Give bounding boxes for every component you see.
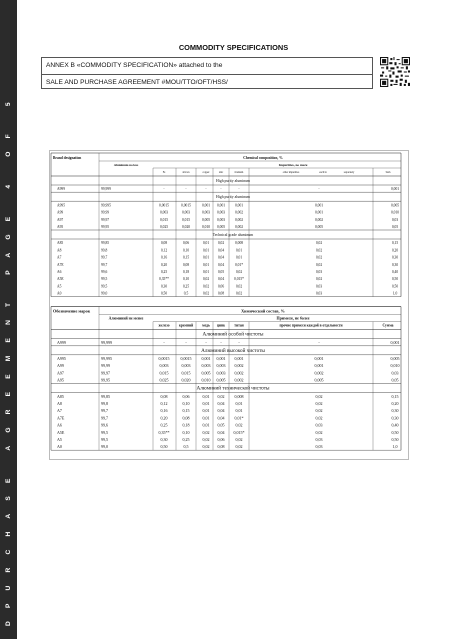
- value-cell: 99,0: [101, 444, 108, 450]
- value-cell: 0,04: [217, 255, 225, 260]
- value-cell: 0,03: [315, 422, 323, 428]
- header-col-2: медь: [202, 323, 210, 328]
- value-cell: 99,6: [101, 422, 108, 428]
- value-cell: 0,35**: [158, 429, 170, 435]
- value-cell: 0,02: [217, 241, 225, 246]
- value-cell: 0,001: [234, 203, 244, 208]
- header-col-7: separately: [343, 171, 355, 174]
- value-cell: 0,02: [235, 291, 243, 296]
- value-cell: 0,003: [216, 210, 226, 215]
- value-cell: 0,50: [391, 277, 399, 282]
- value-cell: 0,30: [160, 284, 168, 289]
- value-cell: 0,003: [201, 210, 211, 215]
- value-cell: 0,01: [235, 248, 243, 253]
- value-cell: 0,10: [182, 277, 190, 282]
- header-aluminum-min: Aluminum no less: [113, 163, 139, 167]
- value-cell: 0,20: [160, 415, 168, 421]
- value-cell: 0,003: [159, 363, 169, 369]
- value-cell: 0,30: [391, 262, 399, 267]
- value-cell: 99,999: [101, 187, 111, 192]
- value-cell: 0,010: [390, 210, 400, 215]
- value-cell: 0,02: [315, 277, 323, 282]
- header-col-4: титан: [234, 323, 244, 328]
- value-cell: 0,015: [159, 217, 169, 222]
- header-col-3: цинк: [216, 323, 226, 328]
- page-title: COMMODITY SPECIFICATIONS: [178, 43, 289, 52]
- value-cell: -: [238, 339, 240, 345]
- value-cell: 0,0015: [159, 203, 169, 208]
- qr-code-icon: [380, 57, 410, 87]
- value-cell: 0,01: [202, 270, 210, 274]
- value-cell: 0,005: [390, 203, 400, 208]
- value-cell: 0,001: [390, 339, 400, 345]
- value-cell: -: [318, 339, 320, 345]
- value-cell: 0,0015: [181, 203, 191, 208]
- value-cell: 0,03: [315, 444, 323, 450]
- header-col-3: zinc: [218, 171, 224, 174]
- value-cell: 0,02: [315, 401, 323, 406]
- value-cell: 0,30: [391, 415, 399, 421]
- value-cell: 0,01: [202, 255, 210, 260]
- value-cell: 0,015*: [233, 429, 245, 435]
- value-cell: 0,003: [201, 363, 211, 369]
- value-cell: 0,03: [391, 217, 399, 222]
- value-cell: 0,04: [217, 429, 225, 435]
- value-cell: 1,0: [392, 291, 398, 296]
- value-cell: 0,40: [391, 422, 399, 428]
- value-cell: 0,02: [315, 248, 323, 253]
- value-cell: 0,015*: [234, 277, 244, 282]
- value-cell: 0,04: [217, 408, 225, 414]
- value-cell: 0,02: [202, 284, 210, 289]
- value-cell: 0,25: [160, 422, 168, 428]
- value-cell: 0,002: [234, 210, 244, 215]
- section-title: High purity aluminum: [216, 195, 250, 200]
- grade-cell: A5: [57, 284, 62, 289]
- sidebar-vertical-text: DPURCHASE AGREEMENT PAGE 4 OF 5: [5, 89, 12, 626]
- value-cell: 99,8: [101, 401, 108, 406]
- value-cell: 0,005: [314, 377, 324, 383]
- value-cell: 0,02: [315, 241, 323, 246]
- grade-cell: A95: [57, 377, 64, 383]
- value-cell: 0,001: [314, 363, 324, 369]
- value-cell: 0,04: [217, 262, 225, 267]
- grade-cell: A7: [57, 255, 62, 260]
- value-cell: 0,002: [234, 370, 244, 376]
- value-cell: 0,25: [182, 437, 190, 442]
- value-cell: 99,0: [101, 291, 108, 296]
- value-cell: 0,005: [314, 225, 324, 229]
- value-cell: 0,002: [234, 217, 244, 222]
- value-cell: 0,005: [216, 225, 226, 229]
- value-cell: 0,50: [391, 284, 399, 289]
- value-cell: 0,001: [314, 356, 324, 361]
- value-cell: 0,002: [234, 377, 244, 383]
- value-cell: 0,02: [315, 255, 323, 260]
- value-cell: 0,001: [201, 356, 211, 361]
- value-cell: 0,005: [201, 217, 211, 222]
- value-cell: 0,001: [201, 203, 211, 208]
- value-cell: 0,15: [391, 241, 399, 246]
- value-cell: 0,01: [235, 255, 243, 260]
- value-cell: 0,0015: [180, 356, 192, 361]
- value-cell: 0,01: [202, 262, 210, 267]
- value-cell: 0,02: [235, 270, 243, 274]
- value-cell: 0,02: [202, 444, 210, 450]
- header-chemical: Chemical composition, %: [243, 156, 283, 160]
- value-cell: 0,03: [315, 291, 323, 296]
- value-cell: 0,25: [160, 270, 168, 274]
- value-cell: 0,15: [182, 408, 190, 414]
- grade-cell: A97: [57, 217, 64, 222]
- value-cell: 99,95: [101, 225, 110, 229]
- grade-cell: A7E: [57, 415, 65, 421]
- header-col-6: Сумма: [382, 323, 394, 328]
- header-col-0: железо: [158, 323, 170, 328]
- value-cell: 0,02: [315, 393, 323, 399]
- specification-tables: [43, 147, 413, 527]
- value-cell: 0,015: [159, 370, 169, 376]
- value-cell: 0,003: [181, 210, 191, 215]
- value-cell: 0,003: [159, 210, 169, 215]
- value-cell: 0,30: [391, 255, 399, 260]
- value-cell: 0,10: [182, 401, 190, 406]
- value-cell: 0,01: [235, 401, 243, 406]
- value-cell: 0,01: [202, 408, 210, 414]
- annex-line-2: SALE AND PURCHASE AGREEMENT #MOU/TTO/OFT/HSS/: [42, 74, 372, 91]
- value-cell: 0,010: [201, 225, 211, 229]
- value-cell: 0,02: [315, 262, 323, 267]
- value-cell: 0,5: [183, 291, 189, 296]
- grade-cell: A999: [57, 339, 66, 345]
- value-cell: 0,15: [391, 393, 399, 399]
- value-cell: 0,25: [182, 284, 190, 289]
- grade-cell: A0: [57, 444, 62, 450]
- value-cell: 0,16: [160, 255, 168, 260]
- value-cell: -: [163, 339, 165, 345]
- value-cell: 0,02: [202, 277, 210, 282]
- grade-cell: A85: [57, 241, 64, 246]
- value-cell: 0,03: [315, 270, 323, 274]
- value-cell: 0,001: [314, 203, 324, 208]
- grade-cell: A5E: [57, 429, 65, 435]
- value-cell: 99,5: [101, 437, 108, 442]
- value-cell: 0,003: [216, 217, 226, 222]
- value-cell: 0,01: [202, 241, 210, 246]
- value-cell: 0,08: [182, 415, 190, 421]
- value-cell: 99,995: [101, 203, 111, 208]
- value-cell: -: [205, 339, 207, 345]
- value-cell: 0,01: [202, 248, 210, 253]
- value-cell: 99,5: [101, 284, 108, 289]
- value-cell: 0,020: [181, 377, 191, 383]
- value-cell: 0,50: [391, 429, 399, 435]
- value-cell: 0,50: [160, 291, 168, 296]
- header-col-2: copper: [202, 171, 210, 174]
- grade-cell: A97: [57, 370, 64, 376]
- spec-table-ru: [51, 307, 401, 451]
- grade-cell: A99: [57, 210, 64, 215]
- value-cell: 99,99: [101, 363, 110, 369]
- value-cell: 0,01: [202, 393, 210, 399]
- grade-cell: A7E: [57, 262, 64, 267]
- value-cell: 99,7: [101, 255, 108, 260]
- value-cell: 0,02: [235, 284, 243, 289]
- value-cell: 0,05: [391, 377, 399, 383]
- value-cell: 0,05: [217, 270, 225, 274]
- value-cell: 99,6: [101, 270, 108, 274]
- value-cell: 0,06: [182, 393, 190, 399]
- header-col-5: прочие примеси каждой в отдельности: [279, 323, 343, 328]
- value-cell: 0,02: [202, 437, 210, 442]
- value-cell: 99,97: [101, 370, 110, 376]
- value-cell: 99,5: [101, 277, 108, 282]
- value-cell: -: [238, 187, 240, 192]
- section-title: Алюминий высокой чистоты: [201, 347, 265, 354]
- value-cell: 0,08: [217, 291, 225, 296]
- value-cell: 0,50: [160, 444, 168, 450]
- value-cell: 0,001: [216, 356, 226, 361]
- grade-cell: A95: [57, 225, 64, 229]
- value-cell: 99,8: [101, 248, 108, 253]
- header-brand: Обозначение марок: [53, 308, 91, 314]
- value-cell: 0,12: [160, 401, 168, 406]
- section-title: Алюминий технической чистоты: [196, 385, 270, 392]
- header-impurities: Impurities, no more: [278, 163, 308, 167]
- value-cell: 0,003: [216, 363, 226, 369]
- value-cell: 0,5: [183, 444, 189, 450]
- value-cell: 99,995: [101, 356, 112, 361]
- value-cell: 0,001: [234, 356, 244, 361]
- value-cell: 0,05: [391, 225, 399, 229]
- value-cell: 0,02: [202, 429, 210, 435]
- value-cell: 0,03: [315, 437, 323, 442]
- header-col-8: Sum: [385, 171, 391, 174]
- grade-cell: A8: [57, 248, 62, 253]
- value-cell: 0,20: [391, 248, 399, 253]
- value-cell: 0,03: [391, 370, 399, 376]
- value-cell: 0,02: [217, 393, 225, 399]
- value-cell: -: [205, 187, 207, 192]
- value-cell: 0,005: [201, 370, 211, 376]
- value-cell: 0,02: [315, 408, 323, 414]
- value-cell: 0,10: [182, 248, 190, 253]
- value-cell: 0,02: [235, 422, 243, 428]
- value-cell: 0,35**: [159, 277, 169, 282]
- grade-cell: A995: [57, 203, 65, 208]
- header-col-6: each in: [319, 171, 327, 174]
- value-cell: 0,18: [182, 422, 190, 428]
- value-cell: 0,008: [234, 393, 244, 399]
- grade-cell: A8: [57, 401, 62, 406]
- header-col-5: other impurities: [282, 171, 300, 174]
- value-cell: -: [220, 187, 222, 192]
- value-cell: 99,5: [101, 429, 108, 435]
- value-cell: 0,015: [181, 370, 191, 376]
- grade-cell: A5: [57, 437, 62, 442]
- sidebar-strip: [0, 0, 17, 639]
- value-cell: 0,10: [182, 429, 190, 435]
- value-cell: 0,010: [201, 377, 211, 383]
- specification-tables-svg: [43, 147, 413, 527]
- grade-cell: A6: [57, 422, 62, 428]
- value-cell: 0,05: [217, 422, 225, 428]
- value-cell: 0,01: [202, 401, 210, 406]
- value-cell: 0,02: [315, 429, 323, 435]
- value-cell: 99,97: [101, 217, 110, 222]
- value-cell: 0,30: [391, 408, 399, 414]
- value-cell: -: [185, 339, 187, 345]
- spec-table-en: [51, 153, 401, 297]
- section-title: High purity aluminum: [216, 179, 250, 183]
- value-cell: 0,002: [314, 217, 324, 222]
- value-cell: 0,04: [217, 277, 225, 282]
- header-brand: Brand designation: [53, 156, 82, 160]
- value-cell: 99,999: [101, 339, 112, 345]
- value-cell: 0,002: [234, 225, 244, 229]
- header-chemical: Химический состав, %: [241, 308, 285, 314]
- value-cell: 0,015: [181, 217, 191, 222]
- value-cell: 0,08: [160, 241, 168, 246]
- value-cell: 0,003: [216, 370, 226, 376]
- value-cell: 0,01: [202, 415, 210, 421]
- value-cell: -: [185, 187, 187, 192]
- header-aluminum-min: Алюминий не менее: [108, 316, 144, 321]
- grade-cell: A6: [57, 270, 62, 274]
- value-cell: 0,01*: [234, 415, 244, 421]
- value-cell: 99,7: [101, 408, 108, 414]
- value-cell: 0,001: [314, 210, 324, 215]
- value-cell: 0,005: [390, 356, 400, 361]
- value-cell: 0,18: [182, 270, 190, 274]
- value-cell: 0,001: [390, 187, 400, 192]
- value-cell: 0,16: [160, 408, 168, 414]
- grade-cell: A5E: [57, 277, 64, 282]
- value-cell: 0,002: [234, 363, 244, 369]
- value-cell: 0,025: [159, 225, 169, 229]
- header-col-1: кремний: [178, 323, 194, 328]
- section-title: Technical grade aluminum: [212, 233, 254, 237]
- value-cell: 99,7: [101, 415, 108, 421]
- value-cell: 0,06: [217, 284, 225, 289]
- value-cell: 99,7: [101, 262, 108, 267]
- value-cell: 99,99: [101, 210, 110, 215]
- value-cell: 99,95: [101, 377, 110, 383]
- value-cell: 0,06: [217, 437, 225, 442]
- value-cell: 0,001: [216, 203, 226, 208]
- value-cell: 0,03: [315, 284, 323, 289]
- annex-line-1: ANNEX B «COMMODITY SPECIFICATION» attached to the: [46, 62, 223, 69]
- value-cell: 0,01: [202, 422, 210, 428]
- value-cell: 0,08: [217, 444, 225, 450]
- header-col-0: Fe: [162, 171, 166, 174]
- section-title: Алюминий особой чистоты: [202, 331, 264, 338]
- value-cell: 99,85: [101, 241, 110, 246]
- value-cell: 0,04: [217, 401, 225, 406]
- value-cell: -: [163, 187, 165, 192]
- value-cell: 0,003: [181, 363, 191, 369]
- grade-cell: A995: [57, 356, 66, 361]
- value-cell: 0,20: [391, 401, 399, 406]
- header-col-4: titanium: [234, 171, 244, 174]
- value-cell: 99,85: [101, 393, 110, 399]
- value-cell: 0,01*: [234, 262, 244, 267]
- value-cell: 0,02: [202, 291, 210, 296]
- grade-cell: A85: [57, 393, 64, 399]
- grade-cell: A7: [57, 408, 62, 414]
- value-cell: 0,025: [159, 377, 169, 383]
- grade-cell: A0: [57, 291, 62, 296]
- value-cell: 0,30: [160, 437, 168, 442]
- value-cell: 0,15: [182, 255, 190, 260]
- grade-cell: A99: [57, 363, 64, 369]
- value-cell: 0,08: [160, 393, 168, 399]
- value-cell: 0,002: [314, 370, 324, 376]
- grade-cell: A999: [57, 187, 65, 192]
- value-cell: 0,02: [235, 437, 243, 442]
- value-cell: 0,50: [391, 437, 399, 442]
- value-cell: 0,01: [235, 408, 243, 414]
- value-cell: 0,005: [216, 377, 226, 383]
- value-cell: 0,010: [390, 363, 400, 369]
- value-cell: 0,40: [391, 270, 399, 274]
- value-cell: 0,06: [182, 241, 190, 246]
- value-cell: -: [220, 339, 222, 345]
- value-cell: 0,02: [235, 444, 243, 450]
- value-cell: 1,0: [392, 444, 398, 450]
- value-cell: 0,04: [217, 415, 225, 421]
- value-cell: 0,04: [217, 248, 225, 253]
- value-cell: 0,20: [160, 262, 168, 267]
- value-cell: 0,0015: [158, 356, 170, 361]
- header-col-1: silicon: [182, 171, 190, 174]
- value-cell: 0,02: [315, 415, 323, 421]
- value-cell: -: [318, 187, 320, 192]
- annex-box: [41, 57, 373, 89]
- value-cell: 0,008: [234, 241, 244, 246]
- header-impurities: Примеси, не более: [276, 315, 310, 321]
- value-cell: 0,12: [160, 248, 168, 253]
- value-cell: 0,08: [182, 262, 190, 267]
- value-cell: 0,020: [181, 225, 191, 229]
